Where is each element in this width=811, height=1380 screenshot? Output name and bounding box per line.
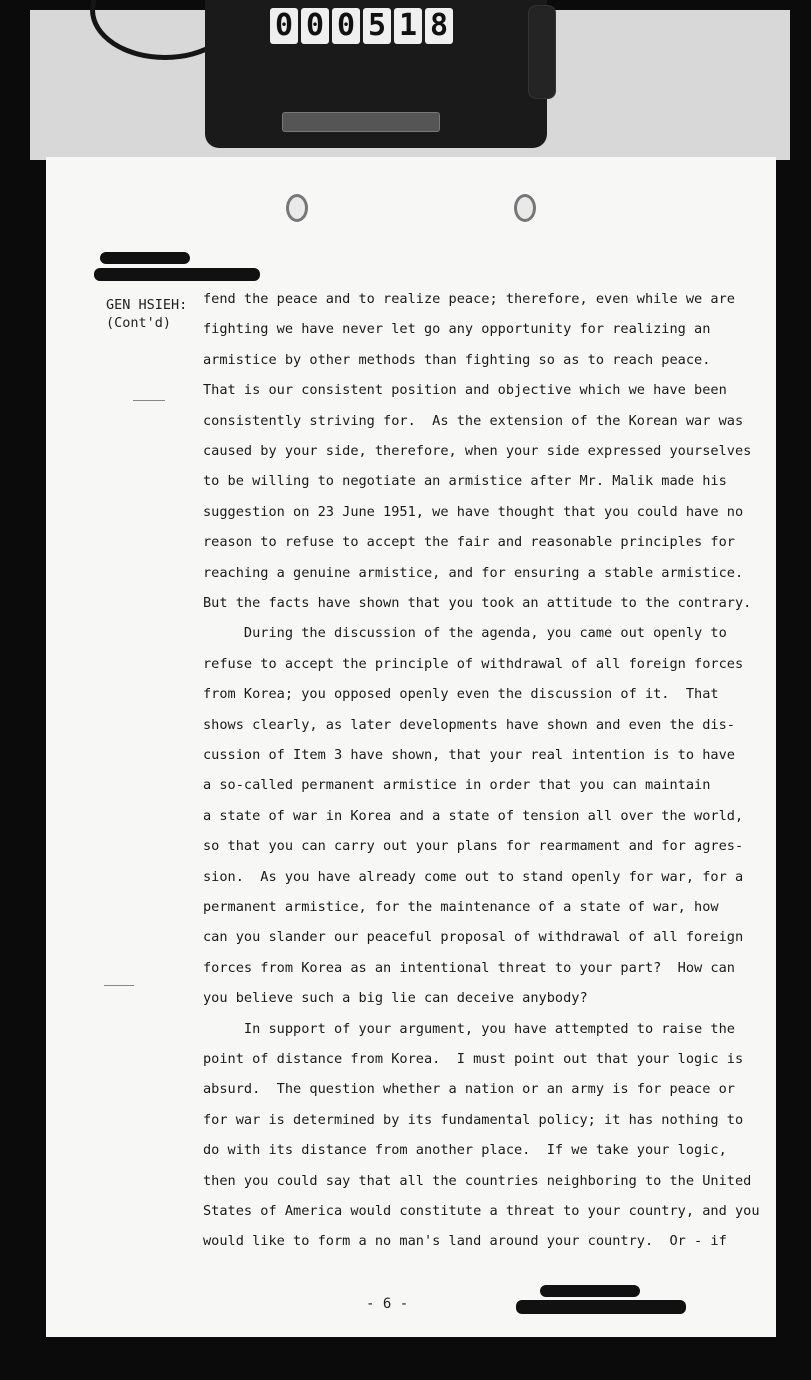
text-line: cussion of Item 3 have shown, that your real intention is to have (203, 747, 735, 763)
text-line: would like to form a no man's land around your country. Or - if (203, 1233, 727, 1250)
page-number: - 6 - (366, 1296, 409, 1312)
text-line: But the facts have shown that you took an attitude to the contrary. (203, 595, 752, 611)
margin-mark (133, 400, 165, 401)
text-line: do with its distance from another place. If we take your logic, (203, 1142, 727, 1159)
text-line: forces from Korea as an intentional threat to your part? How can (203, 959, 735, 976)
text-line: refuse to accept the principle of withdrawal of all foreign forces (203, 655, 744, 672)
text-line: a so-called permanent armistice in order that you can maintain (203, 777, 711, 794)
text-line: you believe such a big lie can deceive anybody? (203, 990, 588, 1007)
counter-digit: 0 (301, 8, 329, 44)
text-line: permanent armistice, for the maintenance of a state of war, how (203, 899, 719, 915)
frame-counter (270, 8, 453, 44)
text-line: That is our consistent position and objective which we have been (203, 382, 727, 399)
text-line: point of distance from Korea. I must point out that your logic is (203, 1051, 744, 1067)
counter-plate (282, 112, 440, 132)
text-line: States of America would constitute a threat to your country, and you (203, 1203, 760, 1219)
speaker-label (106, 296, 206, 332)
text-line: reason to refuse to accept the fair and reasonable principles for (203, 534, 735, 551)
redaction-bar-bottom-2 (516, 1300, 686, 1314)
text-line: can you slander our peaceful proposal of withdrawal of all foreign (203, 929, 744, 946)
counter-knob (528, 5, 556, 99)
speaker-continued: (Cont'd) (106, 315, 172, 331)
text-line: caused by your side, therefore, when your side expressed yourselves (203, 443, 752, 459)
counter-digit: 0 (270, 8, 298, 44)
speaker-name: GEN HSIEH: (106, 297, 188, 313)
text-line: shows clearly, as later developments have shown and even the dis- (203, 716, 735, 733)
text-line: absurd. The question whether a nation or an army is for peace or (203, 1081, 735, 1098)
punch-hole-right (514, 194, 536, 222)
text-line: from Korea; you opposed openly even the discussion of it. That (203, 686, 719, 703)
text-line: for war is determined by its fundamental policy; it has nothing to (203, 1111, 744, 1128)
counter-digit: 1 (394, 8, 422, 44)
redaction-bar-bottom (540, 1285, 640, 1297)
text-line: to be willing to negotiate an armistice after Mr. Malik made his (203, 473, 727, 490)
punch-hole-left (286, 194, 308, 222)
text-line: suggestion on 23 June 1951, we have thought that you could have no (203, 503, 744, 520)
text-line: armistice by other methods than fighting so as to reach peace. (203, 351, 711, 368)
counter-digit: 8 (425, 8, 453, 44)
text-line: fighting we have never let go any opportunity for realizing an (203, 321, 711, 338)
counter-digit: 0 (332, 8, 360, 44)
redaction-bar-top-2 (94, 268, 260, 281)
text-line: fend the peace and to realize peace; therefore, even while we are (203, 291, 735, 307)
redaction-bar-top (100, 252, 190, 264)
counter-digit: 5 (363, 8, 391, 44)
text-line: consistently striving for. As the extension of the Korean war was (203, 412, 744, 429)
text-line: then you could say that all the countries neighboring to the United (203, 1172, 752, 1189)
margin-mark (104, 985, 134, 986)
text-line: so that you can carry out your plans for rearmament and for agres- (203, 838, 744, 855)
text-line: During the discussion of the agenda, you came out openly to (203, 625, 727, 642)
text-line: sion. As you have already come out to stand openly for war, for a (203, 868, 744, 885)
text-line: a state of war in Korea and a state of tension all over the world, (203, 807, 744, 824)
text-line: reaching a genuine armistice, and for ensuring a stable armistice. (203, 564, 744, 581)
text-line: In support of your argument, you have attempted to raise the (203, 1020, 735, 1037)
